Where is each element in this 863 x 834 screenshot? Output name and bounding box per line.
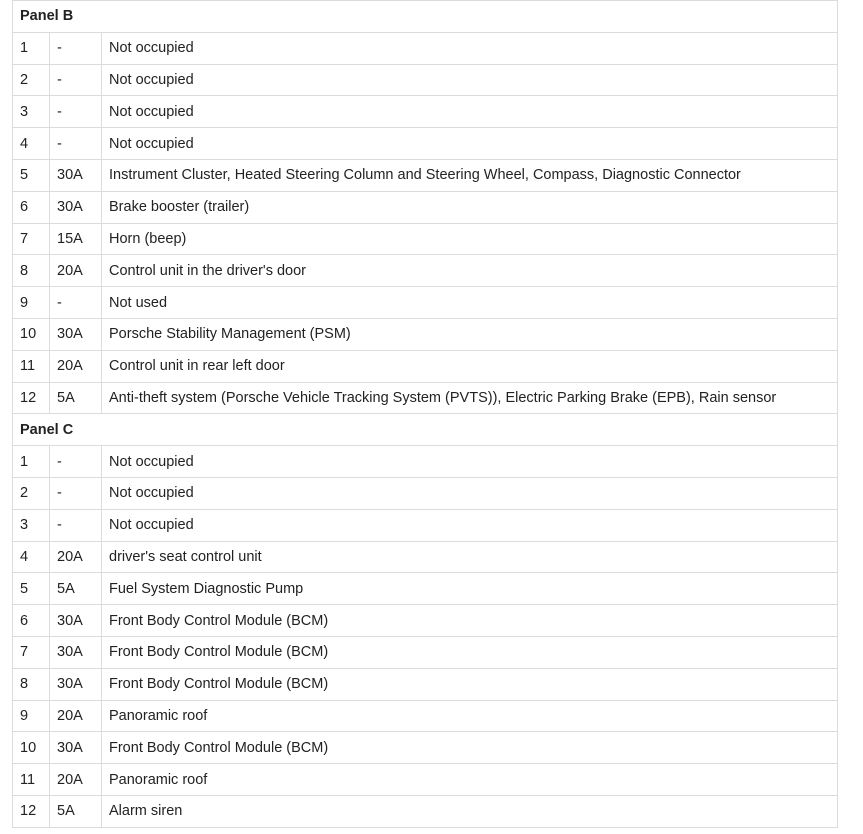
fuse-number-cell: 2 [13,477,50,509]
fuse-number-cell: 8 [13,668,50,700]
fuse-amperage-cell: 20A [50,700,102,732]
table-row [13,191,838,223]
table-row [13,350,838,382]
fuse-description-cell: Panoramic roof [102,764,838,796]
fuse-description-cell: Horn (beep) [102,223,838,255]
fuse-amperage-cell: 15A [50,223,102,255]
table-row [13,477,838,509]
table-row [13,64,838,96]
table-row [13,318,838,350]
fuse-amperage-cell: - [50,287,102,319]
fuse-number-cell: 1 [13,32,50,64]
fuse-description-cell: Not used [102,287,838,319]
fuse-number-cell: 1 [13,446,50,478]
fuse-amperage-cell: 30A [50,668,102,700]
table-row [13,605,838,637]
fuse-description-cell: Not occupied [102,477,838,509]
fuse-number-cell: 9 [13,700,50,732]
fuse-description-cell: Not occupied [102,446,838,478]
fuse-number-cell: 9 [13,287,50,319]
fuse-number-cell: 4 [13,128,50,160]
fuse-number-cell: 10 [13,318,50,350]
table-row [13,128,838,160]
table-row [13,541,838,573]
fuse-description-cell: Control unit in rear left door [102,350,838,382]
table-row [13,636,838,668]
fuse-number-cell: 3 [13,509,50,541]
fuse-amperage-cell: 30A [50,605,102,637]
fuse-description-cell: Fuel System Diagnostic Pump [102,573,838,605]
fuse-table-container [12,0,837,828]
fuse-amperage-cell: 20A [50,541,102,573]
fuse-number-cell: 6 [13,191,50,223]
fuse-description-cell: Front Body Control Module (BCM) [102,732,838,764]
fuse-number-cell: 2 [13,64,50,96]
table-row [13,509,838,541]
table-row [13,32,838,64]
fuse-description-cell: Anti-theft system (Porsche Vehicle Tracking System (PVTS)), Electric Parking Brake (EPB), Rain sensor [102,382,838,414]
fuse-description-cell: Not occupied [102,128,838,160]
panel-header-row [13,414,838,446]
panel-title: Panel C [13,414,838,446]
fuse-amperage-cell: - [50,64,102,96]
fuse-number-cell: 12 [13,382,50,414]
fuse-table [12,0,838,828]
fuse-amperage-cell: 30A [50,318,102,350]
fuse-description-cell: Not occupied [102,509,838,541]
fuse-description-cell: Not occupied [102,96,838,128]
fuse-number-cell: 6 [13,605,50,637]
fuse-amperage-cell: 5A [50,382,102,414]
fuse-amperage-cell: - [50,446,102,478]
fuse-number-cell: 3 [13,96,50,128]
panel-header-row [13,1,838,33]
fuse-amperage-cell: 30A [50,191,102,223]
fuse-amperage-cell: 5A [50,795,102,827]
fuse-amperage-cell: 30A [50,732,102,764]
fuse-amperage-cell: - [50,128,102,160]
fuse-description-cell: Instrument Cluster, Heated Steering Column and Steering Wheel, Compass, Diagnostic Connector [102,159,838,191]
fuse-description-cell: Not occupied [102,32,838,64]
table-row [13,573,838,605]
fuse-description-cell: Alarm siren [102,795,838,827]
table-row [13,223,838,255]
table-row [13,96,838,128]
table-row [13,255,838,287]
fuse-description-cell: Porsche Stability Management (PSM) [102,318,838,350]
table-row [13,732,838,764]
fuse-amperage-cell: - [50,477,102,509]
fuse-table-body [13,1,838,828]
table-row [13,700,838,732]
fuse-description-cell: Panoramic roof [102,700,838,732]
fuse-description-cell: Control unit in the driver's door [102,255,838,287]
fuse-number-cell: 7 [13,636,50,668]
table-row [13,446,838,478]
fuse-number-cell: 8 [13,255,50,287]
fuse-description-cell: Front Body Control Module (BCM) [102,668,838,700]
table-row [13,159,838,191]
fuse-number-cell: 11 [13,764,50,796]
fuse-description-cell: Front Body Control Module (BCM) [102,636,838,668]
fuse-amperage-cell: 20A [50,255,102,287]
table-row [13,764,838,796]
fuse-description-cell: Not occupied [102,64,838,96]
fuse-amperage-cell: 5A [50,573,102,605]
fuse-number-cell: 5 [13,573,50,605]
fuse-amperage-cell: 20A [50,764,102,796]
fuse-amperage-cell: 20A [50,350,102,382]
fuse-amperage-cell: - [50,32,102,64]
table-row [13,287,838,319]
table-row [13,382,838,414]
fuse-description-cell: Front Body Control Module (BCM) [102,605,838,637]
fuse-amperage-cell: 30A [50,159,102,191]
fuse-amperage-cell: - [50,509,102,541]
fuse-number-cell: 12 [13,795,50,827]
fuse-amperage-cell: - [50,96,102,128]
fuse-number-cell: 4 [13,541,50,573]
fuse-number-cell: 5 [13,159,50,191]
panel-title: Panel B [13,1,838,33]
table-row [13,668,838,700]
table-row [13,795,838,827]
fuse-number-cell: 7 [13,223,50,255]
fuse-number-cell: 10 [13,732,50,764]
fuse-number-cell: 11 [13,350,50,382]
fuse-description-cell: driver's seat control unit [102,541,838,573]
fuse-amperage-cell: 30A [50,636,102,668]
fuse-description-cell: Brake booster (trailer) [102,191,838,223]
